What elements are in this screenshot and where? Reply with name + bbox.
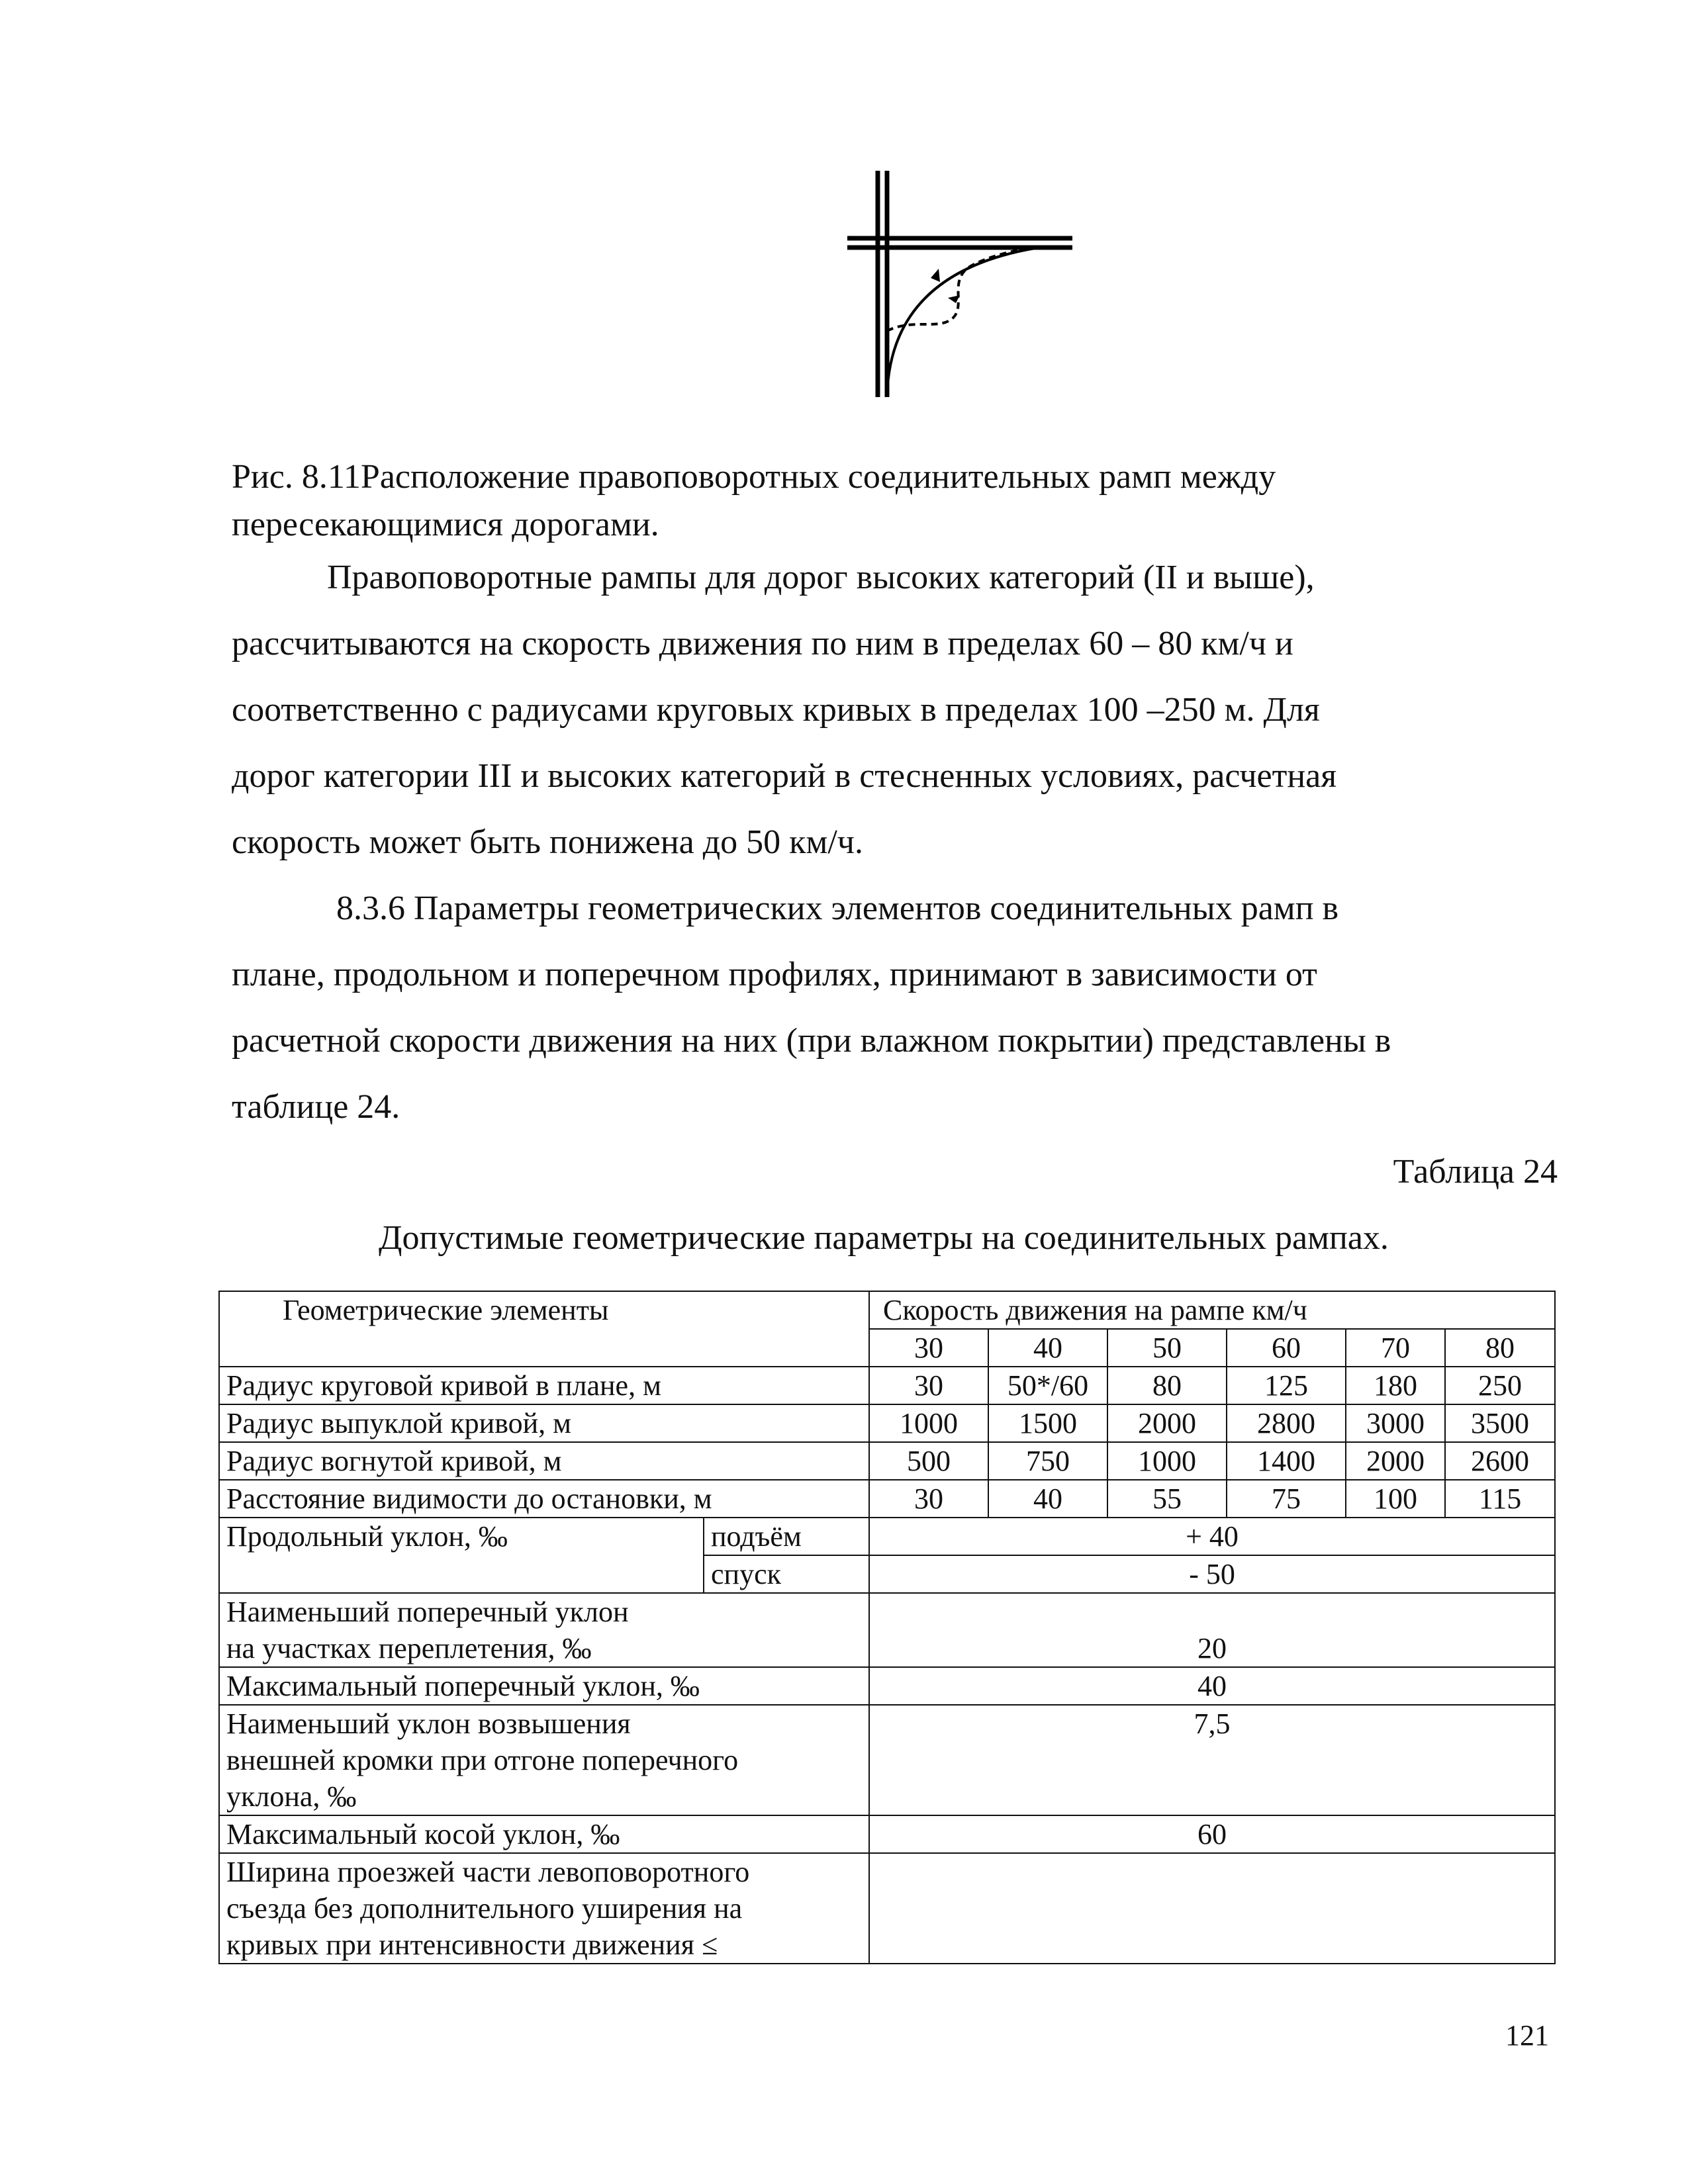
grade-down-label: спуск bbox=[704, 1555, 869, 1593]
lane-width-label bbox=[219, 1853, 869, 1964]
speed-cell: 40 bbox=[988, 1329, 1107, 1367]
paragraph-1-line-3: соответственно с радиусами круговых кривых в пределах 100 –250 м. Для bbox=[232, 691, 1320, 729]
superelevation-line-3: уклона, ‰ bbox=[226, 1780, 357, 1813]
value-cell: 55 bbox=[1107, 1480, 1227, 1518]
grade-up-label: подъём bbox=[704, 1518, 869, 1555]
max-cross-slope-label: Максимальный поперечный уклон, ‰ bbox=[219, 1667, 869, 1705]
table-header-row bbox=[219, 1291, 1555, 1329]
max-cross-slope-row bbox=[219, 1667, 1555, 1705]
paragraph-1-line-4: дорог категории III и высоких категорий в стесненных условиях, расчетная bbox=[232, 757, 1337, 795]
lane-width-value bbox=[869, 1853, 1555, 1964]
paragraph-1-line-1: Правоповоротные рампы для дорог высоких категорий (II и выше), bbox=[327, 559, 1315, 596]
value-cell: 1500 bbox=[988, 1404, 1107, 1442]
superelevation-label bbox=[219, 1705, 869, 1815]
lane-width-row bbox=[219, 1853, 1555, 1964]
value-cell: 75 bbox=[1227, 1480, 1346, 1518]
value-cell: 250 bbox=[1445, 1367, 1555, 1404]
superelevation-line-1: Наименьший уклон возвышения bbox=[226, 1707, 631, 1740]
row-label: Радиус выпуклой кривой, м bbox=[219, 1404, 869, 1442]
table-row bbox=[219, 1367, 1555, 1404]
min-cross-slope-row bbox=[219, 1593, 1555, 1667]
table-title: Допустимые геометрические параметры на соединительных рампах. bbox=[379, 1219, 1389, 1257]
grade-row-up bbox=[219, 1518, 1555, 1555]
speed-cell: 80 bbox=[1445, 1329, 1555, 1367]
lane-width-line-3: кривых при интенсивности движения ≤ bbox=[226, 1929, 718, 1961]
paragraph-2-line-2: плане, продольном и поперечном профилях, принимают в зависимости от bbox=[232, 956, 1317, 993]
min-cross-slope-line-1: Наименьший поперечный уклон bbox=[226, 1596, 629, 1628]
lane-width-line-2: съезда без дополнительного уширения на bbox=[226, 1892, 743, 1925]
value-cell: 180 bbox=[1346, 1367, 1445, 1404]
header-elements-cell: Геометрические элементы bbox=[219, 1291, 869, 1367]
lane-width-line-1: Ширина проезжей части левоповоротного bbox=[226, 1856, 750, 1888]
superelevation-line-2: внешней кромки при отгоне поперечного bbox=[226, 1744, 739, 1776]
min-cross-slope-value: 20 bbox=[869, 1593, 1555, 1667]
value-cell: 2000 bbox=[1346, 1442, 1445, 1480]
value-cell: 40 bbox=[988, 1480, 1107, 1518]
row-label: Радиус вогнутой кривой, м bbox=[219, 1442, 869, 1480]
paragraph-2-line-3: расчетной скорости движения на них (при влажном покрытии) представлены в bbox=[232, 1022, 1391, 1060]
table-row bbox=[219, 1442, 1555, 1480]
value-cell: 80 bbox=[1107, 1367, 1227, 1404]
paragraph-1-line-5: скорость может быть понижена до 50 км/ч. bbox=[232, 823, 863, 861]
table-row bbox=[219, 1404, 1555, 1442]
parameters-table bbox=[218, 1291, 1556, 1964]
table-row bbox=[219, 1480, 1555, 1518]
ramp-arrow-up-icon bbox=[931, 269, 940, 282]
speed-cell: 30 bbox=[869, 1329, 988, 1367]
value-cell: 3000 bbox=[1346, 1404, 1445, 1442]
value-cell: 500 bbox=[869, 1442, 988, 1480]
row-label: Расстояние видимости до остановки, м bbox=[219, 1480, 869, 1518]
max-oblique-row bbox=[219, 1815, 1555, 1853]
value-cell: 1000 bbox=[869, 1404, 988, 1442]
max-oblique-label: Максимальный косой уклон, ‰ bbox=[219, 1815, 869, 1853]
value-cell: 115 bbox=[1445, 1480, 1555, 1518]
value-cell: 2800 bbox=[1227, 1404, 1346, 1442]
value-cell: 30 bbox=[869, 1367, 988, 1404]
table-label: Таблица 24 bbox=[1393, 1153, 1558, 1191]
value-cell: 1000 bbox=[1107, 1442, 1227, 1480]
value-cell: 750 bbox=[988, 1442, 1107, 1480]
speed-cell: 50 bbox=[1107, 1329, 1227, 1367]
grade-up-value: + 40 bbox=[869, 1518, 1555, 1555]
page-number: 121 bbox=[1505, 2019, 1549, 2052]
figure-caption-line-1: Рис. 8.11Расположение правоповоротных соединительных рамп между bbox=[232, 458, 1276, 496]
value-cell: 30 bbox=[869, 1480, 988, 1518]
ramp-diagram bbox=[834, 165, 1086, 404]
ramp-arrow-down-icon bbox=[948, 295, 960, 303]
header-speed-cell: Скорость движения на рампе км/ч bbox=[869, 1291, 1555, 1329]
grade-label: Продольный уклон, ‰ bbox=[219, 1518, 704, 1593]
min-cross-slope-label bbox=[219, 1593, 869, 1667]
paragraph-1-line-2: рассчитываются на скорость движения по ним в пределах 60 – 80 км/ч и bbox=[232, 625, 1293, 662]
speed-cell: 70 bbox=[1346, 1329, 1445, 1367]
row-label: Радиус круговой кривой в плане, м bbox=[219, 1367, 869, 1404]
max-oblique-value: 60 bbox=[869, 1815, 1555, 1853]
speed-cell: 60 bbox=[1227, 1329, 1346, 1367]
max-cross-slope-value: 40 bbox=[869, 1667, 1555, 1705]
value-cell: 100 bbox=[1346, 1480, 1445, 1518]
paragraph-2-line-4: таблице 24. bbox=[232, 1088, 400, 1126]
value-cell: 2600 bbox=[1445, 1442, 1555, 1480]
value-cell: 3500 bbox=[1445, 1404, 1555, 1442]
value-cell: 50*/60 bbox=[988, 1367, 1107, 1404]
ramp-curve-solid bbox=[887, 248, 1039, 397]
value-cell: 2000 bbox=[1107, 1404, 1227, 1442]
superelevation-value: 7,5 bbox=[869, 1705, 1555, 1815]
grade-down-value: - 50 bbox=[869, 1555, 1555, 1593]
figure-caption-line-2: пересекающимися дорогами. bbox=[232, 506, 659, 543]
paragraph-2-line-1: 8.3.6 Параметры геометрических элементов соединительных рамп в bbox=[336, 889, 1339, 927]
superelevation-row bbox=[219, 1705, 1555, 1815]
value-cell: 1400 bbox=[1227, 1442, 1346, 1480]
min-cross-slope-line-2: на участках переплетения, ‰ bbox=[226, 1632, 592, 1664]
value-cell: 125 bbox=[1227, 1367, 1346, 1404]
